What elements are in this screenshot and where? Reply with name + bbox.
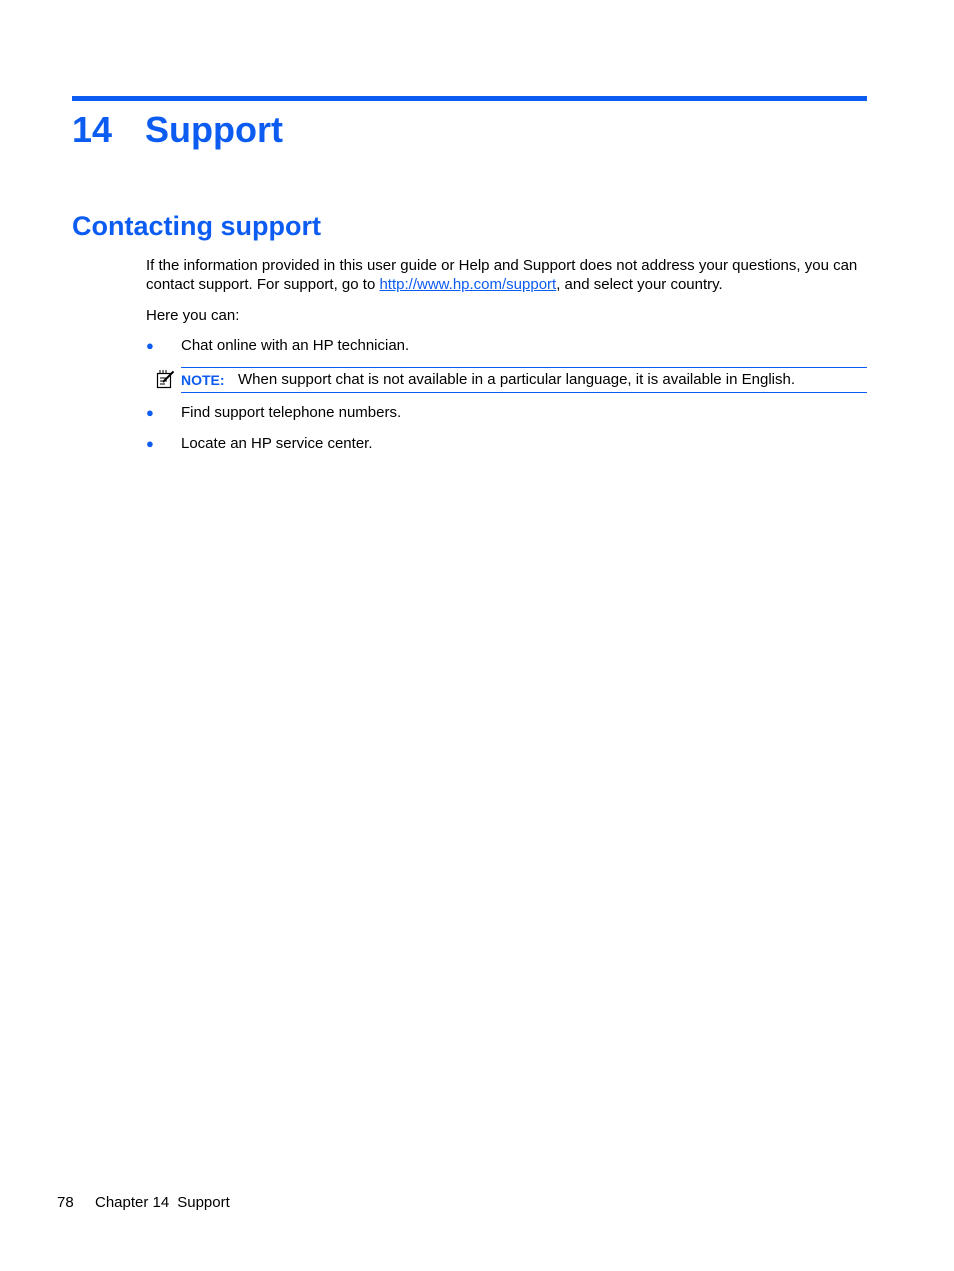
intro-text-after-link: , and select your country. (556, 276, 723, 293)
chapter-title-text: Support (145, 109, 283, 150)
note-label: NOTE: (181, 372, 225, 388)
list-item-text: Chat online with an HP technician. (181, 337, 410, 354)
list-item-text: Find support telephone numbers. (181, 404, 402, 421)
page-footer (57, 1193, 230, 1212)
chapter-title (72, 108, 283, 152)
section-title: Contacting support (72, 211, 321, 241)
chapter-number: 14 (72, 109, 113, 150)
support-link[interactable]: http://www.hp.com/support (379, 276, 557, 293)
lead-in-text: Here you can: (146, 307, 240, 324)
bullet-dot-icon: ● (146, 338, 154, 353)
chapter-rule (72, 96, 867, 101)
note-text: When support chat is not available in a particular language, it is available in English. (238, 371, 795, 388)
list-item (146, 403, 866, 422)
list-item-text: Locate an HP service center. (181, 435, 373, 452)
note-box (181, 367, 867, 393)
intro-text-before-link: If the information provided in this user guide or Help and Support does not address your questions, you can contact support. For support, go to (146, 257, 858, 293)
note-pencil-icon (156, 369, 176, 389)
page-number: 78 (57, 1194, 74, 1211)
list-item (146, 434, 866, 453)
footer-chapter-title: Support (177, 1194, 230, 1211)
bullet-dot-icon: ● (146, 436, 154, 451)
intro-paragraph (146, 256, 866, 294)
list-item (146, 336, 866, 355)
bullet-dot-icon: ● (146, 405, 154, 420)
footer-chapter-label: Chapter 14 (95, 1194, 170, 1211)
